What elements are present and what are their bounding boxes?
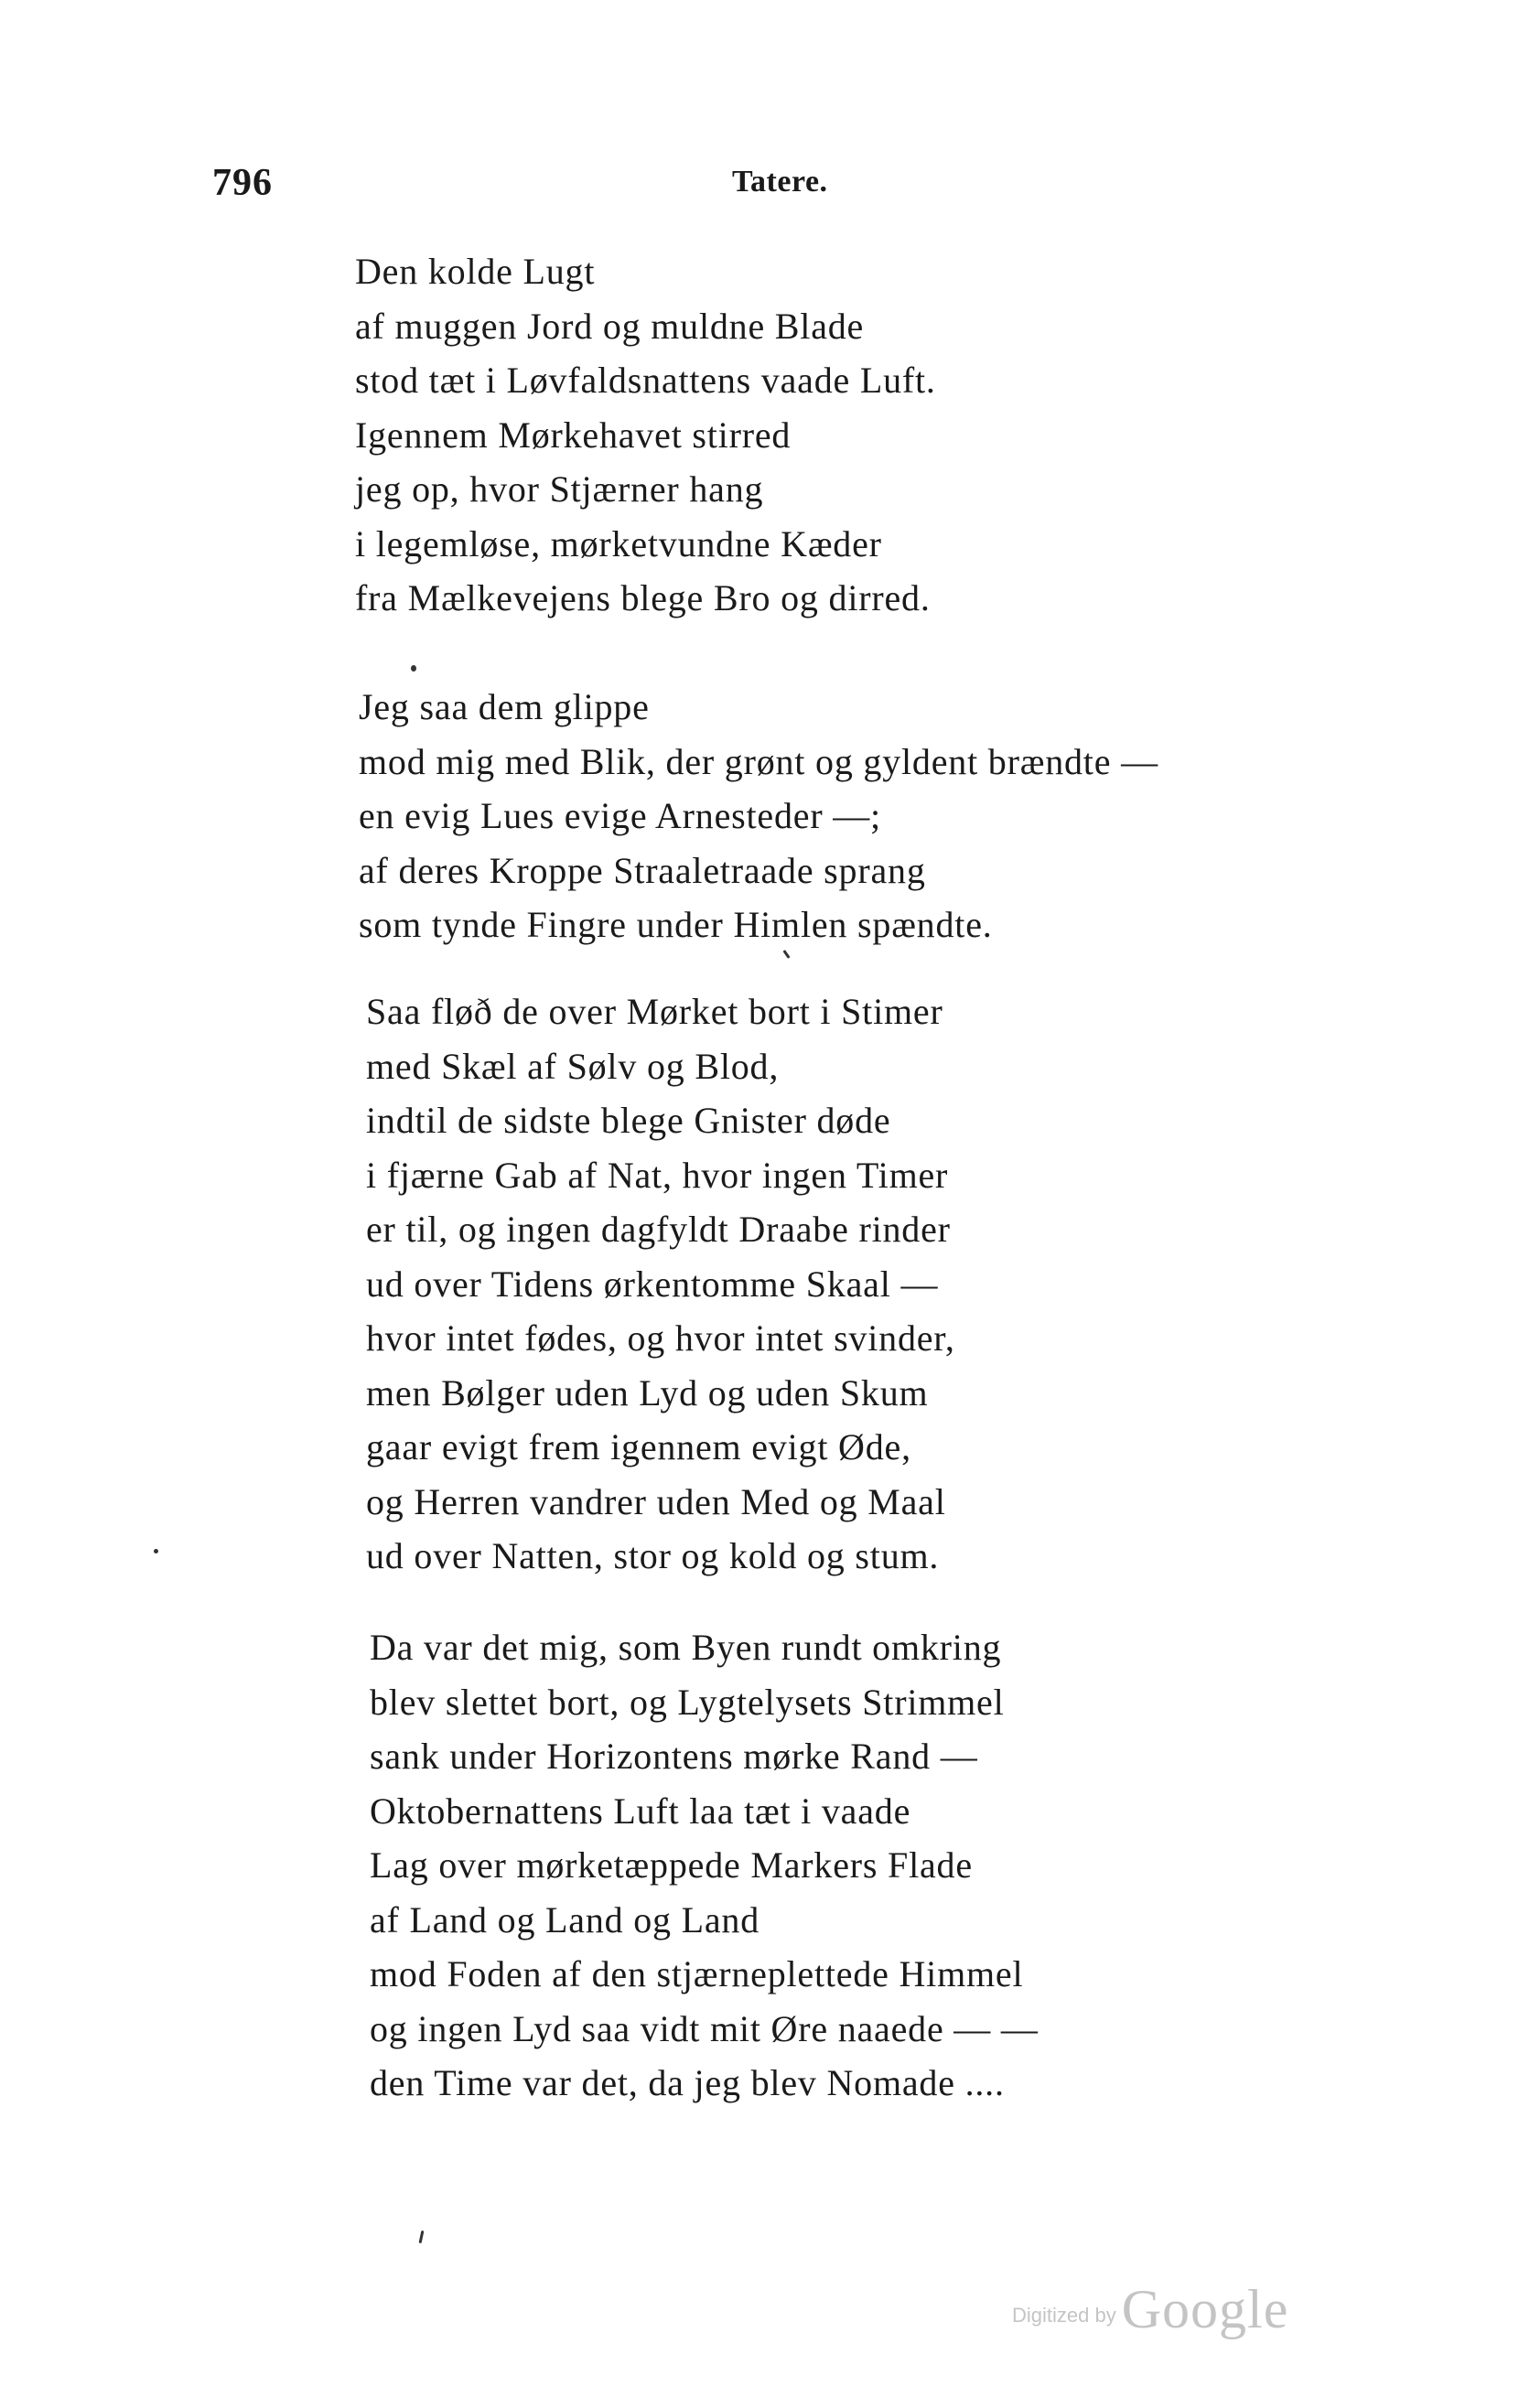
poem-line: og Herren vandrer uden Med og Maal xyxy=(366,1480,946,1522)
poem-line: men Bølger uden Lyd og uden Skum xyxy=(366,1371,929,1414)
poem-line: Saa fløð de over Mørket bort i Stimer xyxy=(366,991,943,1032)
ink-speck xyxy=(419,2231,425,2243)
poem-line: ud over Natten, stor og kold og stum. xyxy=(366,1535,940,1576)
poem-line: af Land og Land og Land xyxy=(370,1898,760,1940)
ink-speck xyxy=(411,665,416,672)
poem-line: Da var det mig, som Byen rundt omkring xyxy=(370,1627,1002,1668)
running-title: Tatere. xyxy=(732,165,828,199)
poem-line: og ingen Lyd saa vidt mit Øre naaede — — xyxy=(370,2007,1039,2049)
poem-line: Den kolde Lugt xyxy=(355,251,596,292)
poem-line: mod mig med Blik, der grønt og gyldent brændte — xyxy=(359,740,1158,782)
google-logo: Google xyxy=(1121,2279,1289,2339)
poem-line: af deres Kroppe Straaletraade sprang xyxy=(359,849,926,891)
poem-line: ud over Tidens ørkentomme Skaal — xyxy=(366,1263,939,1305)
page-number: 796 xyxy=(212,162,273,204)
poem-stanza xyxy=(355,244,936,626)
poem-line: som tynde Fingre under Himlen spændte. xyxy=(359,904,993,945)
poem-stanza xyxy=(366,984,955,1584)
poem-line: gaar evigt frem igennem evigt Øde, xyxy=(366,1426,911,1467)
poem-line: Lag over mørketæppede Markers Flade xyxy=(370,1844,973,1886)
poem-line: af muggen Jord og muldne Blade xyxy=(355,305,865,347)
poem-line: stod tæt i Løvfaldsnattens vaade Luft. xyxy=(355,360,936,401)
poem-line: sank under Horizontens mørke Rand — xyxy=(370,1736,978,1777)
poem-line: hvor intet fødes, og hvor intet svinder, xyxy=(366,1317,955,1359)
poem-line: Oktobernattens Luft laa tæt i vaade xyxy=(370,1790,911,1832)
ink-speck xyxy=(154,1549,158,1553)
poem-line: den Time var det, da jeg blev Nomade .... xyxy=(370,2062,1005,2103)
watermark-prefix: Digitized by xyxy=(1012,2304,1116,2327)
poem-line: fra Mælkevejens blege Bro og dirred. xyxy=(355,577,931,618)
poem-line: er til, og ingen dagfyldt Draabe rinder xyxy=(366,1209,951,1250)
poem-line: en evig Lues evige Arnesteder —; xyxy=(359,795,881,836)
poem-line: indtil de sidste blege Gnister døde xyxy=(366,1100,891,1141)
poem-line: Igennem Mørkehavet stirred xyxy=(355,414,792,456)
poem-line: i fjærne Gab af Nat, hvor ingen Timer xyxy=(366,1154,949,1196)
poem-line: med Skæl af Sølv og Blod, xyxy=(366,1045,780,1087)
poem-line: Jeg saa dem glippe xyxy=(359,686,650,727)
poem-stanza xyxy=(370,1620,1039,2111)
poem-line: i legemløse, mørketvundne Kæder xyxy=(355,522,882,564)
poem-stanza xyxy=(359,680,1158,952)
digitized-watermark xyxy=(1012,2273,1288,2337)
poem-line: jeg op, hvor Stjærner hang xyxy=(355,468,764,510)
poem-line: mod Foden af den stjærneplettede Himmel xyxy=(370,1953,1024,1994)
poem-line: blev slettet bort, og Lygtelysets Strimmel xyxy=(370,1681,1005,1723)
